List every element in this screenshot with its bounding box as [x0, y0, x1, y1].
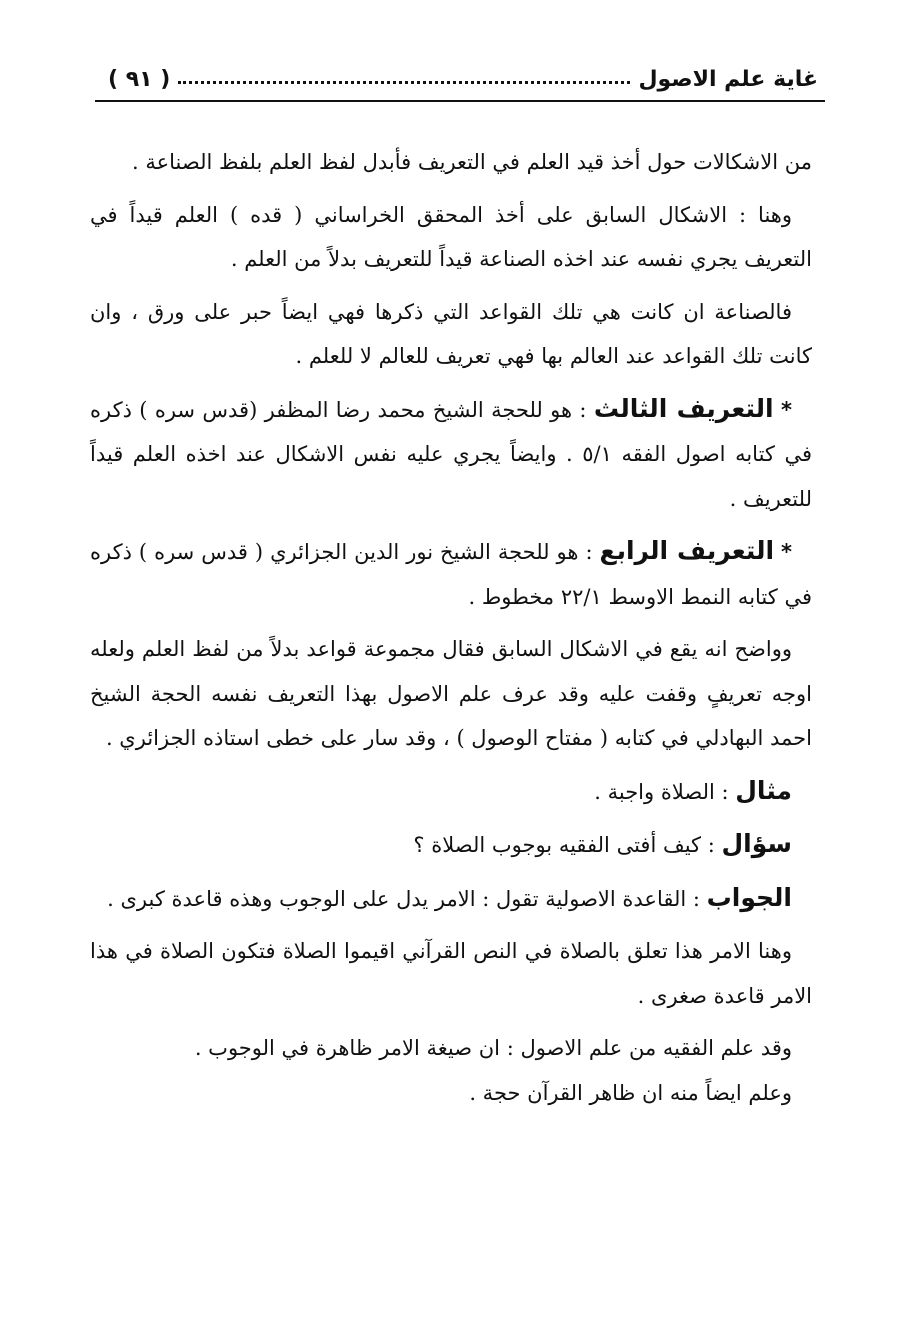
- paragraph: [90, 193, 812, 282]
- paragraph-text: وعلم ايضاً منه ان ظاهر القرآن حجة .: [469, 1080, 792, 1105]
- bullet-star: *: [781, 540, 792, 564]
- paragraph-text: وهنا الامر هذا تعلق بالصلاة في النص القرآني اقيموا الصلاة فتكون الصلاة في هذا الامر قاعدة صغرى .: [90, 939, 812, 1008]
- question-paragraph: [90, 822, 812, 868]
- answer-paragraph: [90, 876, 812, 922]
- header-rule: [95, 100, 825, 102]
- paragraph: [90, 290, 812, 379]
- paragraph-text: من الاشكالات حول أخذ قيد العلم في التعريف فأبدل لفظ العلم بلفظ الصناعة .: [132, 150, 812, 174]
- definition-heading: التعريف الرابع: [599, 536, 775, 565]
- example-paragraph: [90, 769, 812, 815]
- paragraph-text: : كيف أفتى الفقيه بوجوب الصلاة ؟: [413, 833, 722, 857]
- paragraph-text: فالصناعة ان كانت هي تلك القواعد التي ذكرها فهي ايضاً حبر على ورق ، وان كانت تلك القواعد عند العالم بها فهي تعريف للعالم لا للعلم .: [90, 299, 812, 368]
- example-label: مثال: [735, 775, 792, 805]
- paragraph-text: : هو للحجة الشيخ نور الدين الجزائري ( قدس سره ) ذكره في كتابه النمط الاوسط ٢٢/١ مخطوط .: [90, 540, 812, 609]
- running-header: [108, 52, 818, 92]
- definition-paragraph: [90, 529, 812, 619]
- paragraph: [90, 140, 812, 185]
- paragraph-text: وقد علم الفقيه من علم الاصول : ان صيغة الامر ظاهرة في الوجوب .: [194, 1036, 792, 1060]
- paragraph: [90, 627, 812, 761]
- definition-heading: التعريف الثالث: [593, 393, 774, 423]
- paragraph: [90, 1071, 812, 1116]
- definition-paragraph: [90, 387, 812, 522]
- paragraph: [90, 1026, 812, 1071]
- paragraph-text: وواضح انه يقع في الاشكال السابق فقال مجموعة قواعد بدلاً من لفظ العلم ولعله اوجه تعريفٍ وقفت عليه وقد عرف علم الاصول بهذا التعريف نفسه الحجة الشيخ احمد البهادلي في كتابه ( مفتاح الوصول ) ، وقد سار على خطى استاذه الجزائري .: [90, 637, 812, 750]
- paragraph: [90, 929, 812, 1018]
- body-text: [90, 140, 812, 1123]
- paragraph-text: وهنا : الاشكال السابق على أخذ المحقق الخراساني ( قده ) العلم قيداً في التعريف يجري نفسه عند اخذه الصناعة قيداً للتعريف بدلاً من العلم .: [90, 202, 812, 271]
- answer-label: الجواب: [706, 882, 792, 912]
- page-number: ( ٩١ ): [108, 67, 171, 92]
- paragraph-text: : القاعدة الاصولية تقول : الامر يدل على الوجوب وهذه قاعدة كبرى .: [107, 886, 707, 911]
- question-label: سؤال: [721, 829, 792, 858]
- paragraph-text: : هو للحجة الشيخ محمد رضا المظفر (قدس سره ) ذكره في كتابه اصول الفقه ٥/١ . وايضاً يجري عليه نفس الاشكال عند اخذه العلم قيداً للتعريف .: [90, 397, 812, 511]
- header-leader-dots: [178, 81, 630, 84]
- bullet-star: *: [781, 397, 792, 422]
- paragraph-text: : الصلاة واجبة .: [594, 779, 736, 804]
- header-title: غاية علم الاصول: [638, 67, 818, 92]
